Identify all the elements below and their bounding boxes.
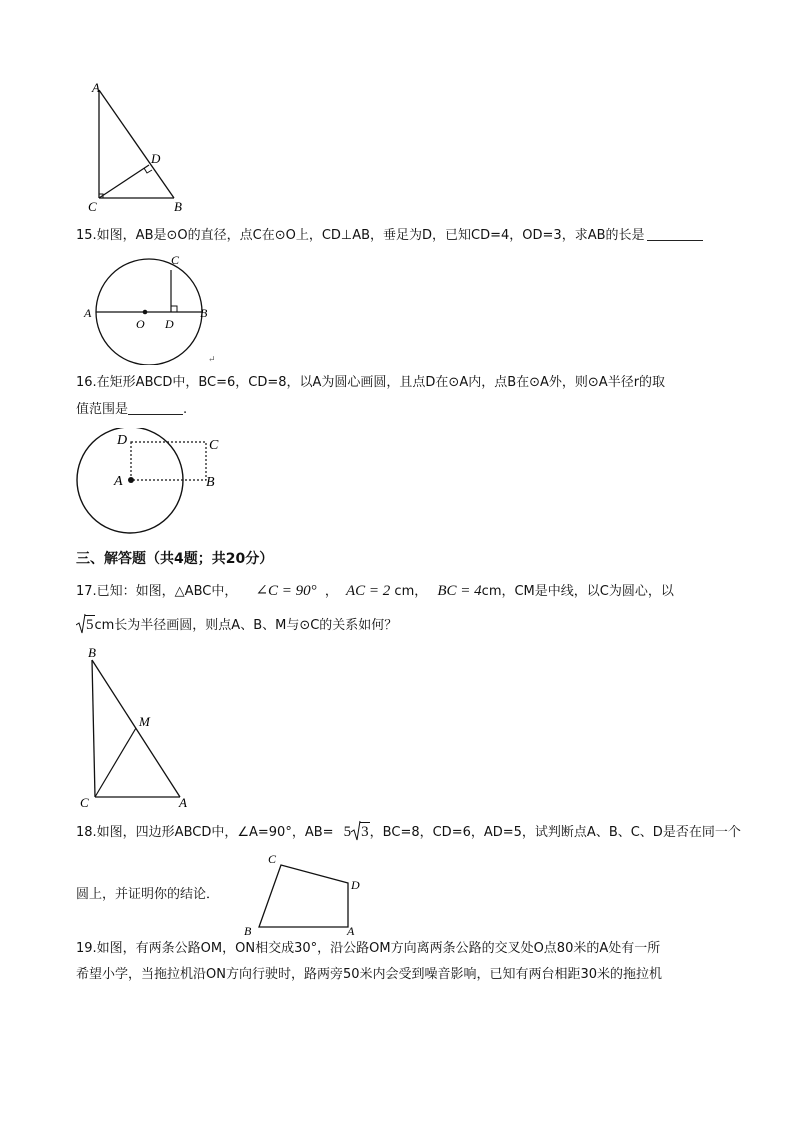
q17-line2-text: cm长为半径画圆，则点A、B、M与⊙C的关系如何？ <box>94 618 398 633</box>
q17-prefix: 17.已知：如图，△ABC中， <box>76 584 238 599</box>
q14-label-b: B <box>174 199 182 214</box>
q15-label-c: C <box>171 253 180 267</box>
q18-label-b: B <box>244 924 252 938</box>
q16-line2 <box>76 400 187 419</box>
q16-answer-blank[interactable] <box>128 400 183 415</box>
q19-line1: 19.如图，有两条公路OM，ON相交成30°，沿公路OM方向离两条公路的交叉处O点80米的A处有一所 <box>76 941 661 956</box>
q16-label-d: D <box>117 433 128 448</box>
q16-label-b: B <box>206 475 215 490</box>
q18-label-d: D <box>351 878 360 892</box>
q15-answer-blank[interactable] <box>647 226 703 241</box>
q17-label-m: M <box>139 714 150 729</box>
q17-label-c: C <box>80 795 89 810</box>
q14-label-a: A <box>92 80 100 95</box>
q17-bc-unit: cm，CM是中线，以C为圆心，以 <box>481 584 674 599</box>
q18-label-a: A <box>347 924 355 938</box>
q16-label-a: A <box>114 474 123 489</box>
q17-bc: BC = 4 <box>437 583 482 599</box>
q17-figure <box>76 644 206 812</box>
q15-label-a: A <box>84 306 92 320</box>
q17-ac: AC = 2 <box>345 583 391 599</box>
q18-coef: 5 <box>343 824 352 840</box>
q16-figure <box>72 428 232 540</box>
q16-label-c: C <box>209 438 219 453</box>
q17-sqrt <box>76 615 95 635</box>
sqrt-icon <box>351 820 361 842</box>
q15-figure <box>80 250 230 365</box>
q18-sqrt <box>351 822 370 842</box>
q18-label-c: C <box>268 852 277 866</box>
q15-label-b: B <box>200 306 208 320</box>
q17-ac-unit: cm， <box>394 584 428 599</box>
q14-label-c: C <box>88 199 97 214</box>
q17-line1: 17.已知：如图，△ABC中， ∠C = 90° ， AC = 2 cm， BC = 4cm，CM是中线，以C为圆心，以 <box>76 583 674 599</box>
paragraph-mark-icon: ↵ <box>208 354 216 364</box>
q17-label-a: A <box>179 795 187 810</box>
q15-text-line <box>76 226 703 245</box>
q17-line2 <box>76 615 397 635</box>
q16-line1: 16.在矩形ABCD中，BC=6，CD=8，以A为圆心画圆，且点D在⊙A内，点B在⊙A外，则⊙A半径r的取 <box>76 375 666 390</box>
q18-prefix: 18.如图，四边形ABCD中，∠A=90°，AB= <box>76 825 334 840</box>
q16-line2-prefix: 值范围是 <box>76 402 129 417</box>
q15-label-o: O <box>136 317 145 331</box>
q18-sqrt-value: 3 <box>361 824 369 840</box>
q17-label-b: B <box>88 645 96 660</box>
q18-suffix: ，BC=8，CD=6，AD=5，试判断点A、B、C、D是否在同一个 <box>369 825 741 840</box>
q14-figure <box>80 78 190 218</box>
q17-angle: ∠C = 90° <box>255 583 317 599</box>
q18-line2: 圆上，并证明你的结论． <box>76 887 220 902</box>
q17-sqrt-value: 5 <box>86 617 94 633</box>
q18-line1 <box>76 822 741 842</box>
q15-text: 15.如图，AB是⊙O的直径，点C在⊙O上，CD⊥AB，垂足为D，已知CD=4，OD=3，求AB的长是 <box>76 228 645 243</box>
q16-line2-suffix: . <box>183 402 188 417</box>
q15-label-d: D <box>165 317 174 331</box>
section-title: 三、解答题（共4题；共20分） <box>76 551 274 567</box>
sqrt-icon <box>76 613 86 635</box>
q19-line2: 希望小学，当拖拉机沿ON方向行驶时，路两旁50米内会受到噪音影响，已知有两台相距30米的拖拉机 <box>76 967 663 982</box>
q14-label-d: D <box>151 151 161 166</box>
q18-figure <box>240 850 370 938</box>
